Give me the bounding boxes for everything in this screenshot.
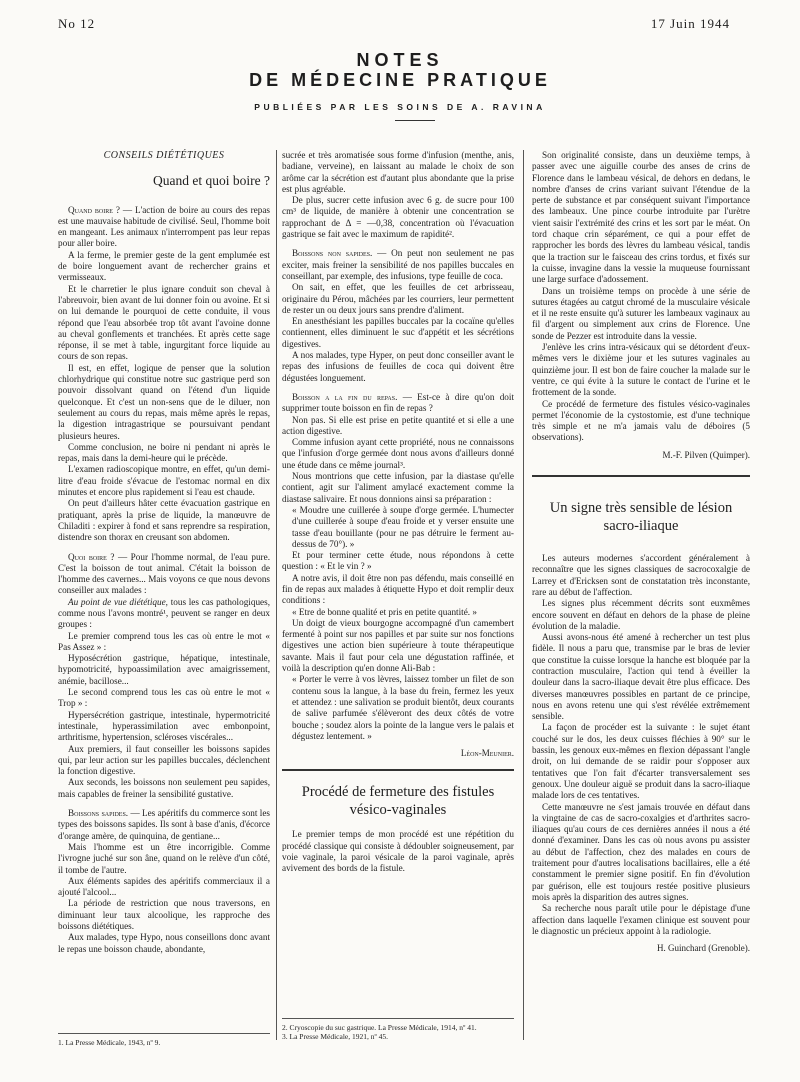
article-box <box>282 769 514 874</box>
paragraph: Cette manœuvre ne s'est jamais trouvée en défaut dans la vingtaine de cas de sacro-coxalgies et d'arthrites sacro-iliaques qu'au cours de ces dernières années il nous a été donné d'examiner. Dans les cas où nous avons pu assister au début de l'affection, chez des malades en cours de traitement pour d'autres localisations bacillaires, elle a été constamment le premier signe positif. En fin d'évolution par guérison, elle est toujours restée positive plusieurs mois après la disparition des autres signes. <box>532 801 750 902</box>
paragraph-text: — L'action de boire au cours des repas est une mauvaise habitude de civilisé. Seul, l'homme boit en mangeant. Les animaux n'interrompent pas leur repas pour aller boire. <box>58 204 270 249</box>
author-signature: Léon-Meunier. <box>460 748 514 759</box>
paragraph: Hyposécrétion gastrique, hépatique, intestinale, hypomotricité, hypoassimilation avec amaigrissement, anémie, bacillose... <box>58 653 270 686</box>
article-title: Quand et quoi boire ? <box>153 173 270 189</box>
paragraph: Aux éléments sapides des apéritifs commerciaux il a ajouté l'alcool... <box>58 875 270 898</box>
issue-date: 17 Juin 1944 <box>650 16 730 31</box>
paragraph-text: — Est-ce à dire qu'on doit supprimer toute boisson en fin de repas ? <box>282 391 515 414</box>
paragraph: Sa recherche nous paraît utile pour le dépistage d'une affection dans laquelle l'examen clinique est souvent pour le diagnostic un précieux appoint à la radiologie. <box>532 903 750 936</box>
quotation: « Moudre une cuillerée à soupe d'orge germée. L'humecter d'une cuillerée à soupe d'eau froide et y verser ensuite une tasse d'eau bouillante (pour ne pas détruire le ferment au-dessus de 70°). » <box>292 504 514 549</box>
author-signature: H. Guinchard (Grenoble). <box>657 943 750 954</box>
footnote: 3. La Presse Médicale, 1921, nº 45. <box>282 1032 389 1041</box>
paragraph: On peut d'ailleurs hâter cette évacuation gastrique en pratiquant, après la prise de liquide, la manœuvre de Chiladiti : expirer à fond et sans reprendre sa respiration, distendre son thorax en creusant son abdomen. <box>58 498 270 543</box>
title-line: sacro-iliaque <box>603 518 679 535</box>
header-divider <box>395 120 435 121</box>
paragraph: En anesthésiant les papilles buccales par la cocaïne qu'elles contiennent, elles diminuent le suc d'appétit et les sécrétions digestives. <box>282 316 514 349</box>
paragraph-text: — On peut non seulement ne pas exciter, mais freiner la sensibilité de nos papilles buccales en conseillant, par exemple, des infusions, type feuille de coca. <box>282 248 514 281</box>
paragraph: A notre avis, il doit être non pas défendu, mais conseillé en fin de repas aux malades à étiquette Hypo et doit remplir deux conditions : <box>282 572 514 606</box>
paragraph-text: — Pour l'homme normal, de l'eau pure. C'est la boisson de tout animal. C'était la boisson de l'homme des cavernes... Mais voyons ce que nous devons conseiller aux malades : <box>58 551 270 596</box>
column-divider-2 <box>523 150 524 1040</box>
column-1 <box>58 150 270 955</box>
quotation: « Etre de bonne qualité et pris en petite quantité. » <box>292 606 477 617</box>
paragraph: Non pas. Si elle est prise en petite quantité et si elle a une action digestive. <box>282 414 514 436</box>
footnote: 1. La Presse Médicale, 1943, nº 9. <box>58 1033 270 1047</box>
footnotes <box>282 1018 514 1041</box>
author-signature: M.-F. Pilven (Quimper). <box>662 449 750 460</box>
title-line: Procédé de fermeture des fistules <box>301 784 495 801</box>
paragraph <box>58 597 270 631</box>
paragraph-text: tous les cas pathologiques, comme nous l'avons montré¹, peuvent se ranger en deux groupes : <box>58 596 270 630</box>
paragraph: Aux premiers, il faut conseiller les boissons sapides qui, par leur action sur les papilles buccales, déclenchent la fonction digestive. <box>58 743 270 777</box>
footnote: 2. Cryoscopie du suc gastrique. La Presse Médicale, 1914, nº 41. <box>282 1023 477 1032</box>
paragraph <box>58 808 270 842</box>
paragraph: L'examen radioscopique montre, en effet, qu'un demi-litre d'eau froide s'évacue de l'estomac normal en dix minutes et encore plus rapidement si l'eau est chaude. <box>58 464 270 498</box>
paragraph: Ce procédé de fermeture des fistules vésico-vaginales permet l'économie de la cystostomie, est d'une technique très simple et ne m'a jamais valu de déboires (5 observations). <box>532 398 750 443</box>
paragraph: Un doigt de vieux bourgogne accompagné d'un camembert fermenté à point sur nos papilles et par suite sur nos fonctions digestives une action bien supérieure à toute thérapeutique savante. Mais il faut pour cela une dégustation raffinée, et voilà la description qu'en donne Ali-Bab : <box>282 617 514 674</box>
paragraph: Son originalité consiste, dans un deuxième temps, à passer avec une aiguille courbe des anses de crins de Florence dans le lambeau vésical, de dehors en dedans, le nombre d'anses de crins variant suivant l'étendue de la perte de substance et par conséquent suivant l'importance des lambeaux. Une pince courbe introduite par l'urètre vient saisir l'extrémité des crins et les sort par le méat. On tord chaque crin séparément, ce qui a pour effet de rapprocher les bords des lèvres du lambeau vésical, tandis que la traction sur le faisceau des crins tordus, et fixés sur la cuisse, invagine dans la vessie la muqueuse fournissant une large surface d'adossement. <box>532 150 750 285</box>
paragraph: J'enlève les crins intra-vésicaux qui se détordent d'eux-mêmes vers le dixième jour et les sutures vaginales au quinzième jour. Il est bon de faire coucher la malade sur le ventre, ce qui évite à la suture le contact de l'urine et le frottement de la sonde. <box>532 342 750 398</box>
title-line: Un signe très sensible de lésion <box>549 500 733 517</box>
paragraph: A la ferme, le premier geste de la gent emplumée est de boire longuement avant de rechercher grains et vermisseaux. <box>58 249 270 283</box>
paragraph: Et pour terminer cette étude, nous répondons à cette question : « Et le vin ? » <box>282 550 514 572</box>
paragraph <box>282 392 514 415</box>
paragraph: Et le charretier le plus ignare conduit son cheval à l'abreuvoir, bien avant de lui donner foin ou avoine. Et si on lui demande le pourquoi de cette conduite, il vous répond que l'eau absorbée trop tôt avant l'avoine donne au cheval gonflements et tranchées. Et après cette sage réponse, il se met à table, ingurgitant force liquide au cours de son repas. <box>58 283 270 362</box>
paragraph-text: — Les apéritifs du commerce sont les types des boissons sapides. Ils sont à base d'anis, d'écorce d'orange amère, de quinquina, de gentiane... <box>58 808 270 841</box>
journal-title-line2: DE MÉDECINE PRATIQUE <box>249 70 551 90</box>
paragraph: On sait, en effet, que les feuilles de cet arbrisseau, originaire du Pérou, mâchées par les courriers, leur permettent de rester un ou deux jours sans prendre d'aliment. <box>282 282 514 315</box>
paragraph: Le premier comprend tous les cas où entre le mot « Pas Assez » : <box>58 630 270 652</box>
paragraph: Il est, en effet, logique de penser que la solution chlorhydrique qui constitue notre suc gastrique perd son pouvoir dissolvant quand on l'étend d'un liquide quelconque. Et c'est un non-sens que de le diluer, non seulement au cours du repas, mais même après le repas, la digestion intragastrique se poursuivant pendant plusieurs heures. <box>58 362 270 441</box>
page-header <box>0 0 800 118</box>
paragraph: Aux seconds, les boissons non seulement peu sapides, mais capables de freiner la sensibilité gustative. <box>58 777 270 799</box>
paragraph: Aussi avons-nous été amené à rechercher un test plus fidèle. Il nous a paru que, transmise par le bras de levier que constitue la cuisse lorsque la hanche est bloquée par la contraction musculaire, l'action qui tend à éveiller la douleur dans la sacro-iliaque devait être plus efficace. Des diverses manœuvres possibles en partant de ce principe, nous en avons retenu une qui s'est révélée extrêmement sensible. <box>532 632 750 722</box>
lead-words: Quand boire ? <box>68 204 120 215</box>
paragraph <box>282 248 514 282</box>
lead-words: Boisson a la fin du repas. <box>292 391 398 402</box>
paragraph: Les signes plus récemment décrits sont euxmêmes encore souvent en défaut en dehors de la phase de pleine évolution de la maladie. <box>532 598 750 631</box>
journal-subtitle: PUBLIÉES PAR LES SOINS DE A. RAVINA <box>254 102 546 112</box>
paragraph: Nous montrions que cette infusion, par la diastase qu'elle contient, agit sur l'aliment amylacé exactement comme la diastase salivaire. Et nous donnions ainsi sa préparation : <box>282 471 514 504</box>
emphasis: Au point de vue diététique, <box>68 596 168 607</box>
paragraph: Hypersécrétion gastrique, intestinale, hypermotricité intestinale, hyperassimilation avec embonpoint, arthritisme, hypertension, scléroses viscérales... <box>58 709 270 743</box>
journal-title-line1: NOTES <box>356 50 444 70</box>
quotation: « Porter le verre à vos lèvres, laissez tomber un filet de son contenu sous la langue, à la base du frein, fermez les yeux et attendez : une salivation se produit bientôt, deux courants de salive parfumée s'élèveront des deux côtés de votre bouche ; soudez alors la pointe de la langue vers le palais et dégustez lentement. » <box>292 674 514 741</box>
column-divider-1 <box>276 150 277 1040</box>
article-title <box>532 499 750 535</box>
paragraph: A nos malades, type Hyper, on peut donc conseiller avant le repas des infusions de feuilles de coca qui doivent être dégustées longuement. <box>282 350 514 383</box>
paragraph: Comme conclusion, ne boire ni pendant ni après le repas, mais dans la demi-heure qui le précède. <box>58 441 270 464</box>
section-heading: CONSEILS DIÉTÉTIQUES <box>103 150 225 161</box>
paragraph: Mais l'homme est un être incorrigible. Comme l'ivrogne juché sur son âne, quand on le relève d'un côté, il tombe de l'autre. <box>58 841 270 875</box>
paragraph <box>58 205 270 250</box>
paragraph: La période de restriction que nous traversons, en diminuant leur taux alcoolique, les rapproche des boissons diététiques. <box>58 898 270 931</box>
paragraph: La façon de procéder est la suivante : le sujet étant couché sur le dos, les deux cuisses fléchies à 90° sur le bassin, les genoux eux-mêmes en flexion dépassant l'angle droit, on lui demande de se raidir pour s'opposer aux tentatives que l'on fait d'écarter transversalement ses genoux. Une douleur aiguë se produit dans la sacro-iliaque malade lors de ces tentatives. <box>532 722 750 801</box>
paragraph: De plus, sucrer cette infusion avec 6 g. de sucre pour 100 cm³ de liquide, de manière à obtenir une concentration se rapprochant de Δ = —0,38, concentration où l'évacuation gastrique se fait avec le maximum de rapidité². <box>282 195 514 240</box>
issue-number: No 12 <box>58 16 96 31</box>
article-box <box>532 475 750 954</box>
paragraph <box>58 552 270 597</box>
column-2 <box>282 150 514 875</box>
paragraph: Les auteurs modernes s'accordent généralement à reconnaître que les signes classiques de sacrocoxalgie de Larrey et d'Ericksen sont de constatation très inconstante, rare au début de l'affection. <box>532 553 750 597</box>
paragraph: Comme infusion ayant cette propriété, nous ne connaissons que l'infusion d'orge germée dont nous avons d'ailleurs donné une étude dans ce même journal³. <box>282 437 514 470</box>
article-title <box>282 783 514 819</box>
paragraph: Aux malades, type Hypo, nous conseillons donc avant le repas une boisson chaude, abondante, <box>58 932 270 954</box>
lead-words: Boissons non sapides. <box>292 248 373 259</box>
lead-words: Boissons sapides. <box>68 808 129 819</box>
paragraph: sucrée et très aromatisée sous forme d'infusion (menthe, anis, badiane, verveine), en laissant au malade le choix de son arôme car la sécrétion est d'autant plus abondante que la prise est plus agréable. <box>282 150 514 194</box>
lead-words: Quoi boire ? <box>68 551 115 562</box>
paragraph: Le premier temps de mon procédé est une répétition du procédé classique qui consiste à dédoubler soigneusement, par voie vaginale, la paroi vésicale de la paroi vaginale, après avivement des bords de la fistule. <box>282 829 514 874</box>
title-line: vésico-vaginales <box>349 802 447 819</box>
paragraph: Dans un troisième temps on procède à une série de sutures étagées au catgut chromé de la musculaire vésicale et il ne reste ensuite qu'à suturer les lambeaux vaginaux au fil d'argent ou simplement aux crins de Florence. Une sonde de Pezzer est introduite dans la vessie. <box>532 285 750 341</box>
column-3 <box>532 150 750 954</box>
paragraph: Le second comprend tous les cas où entre le mot « Trop » : <box>58 687 270 709</box>
